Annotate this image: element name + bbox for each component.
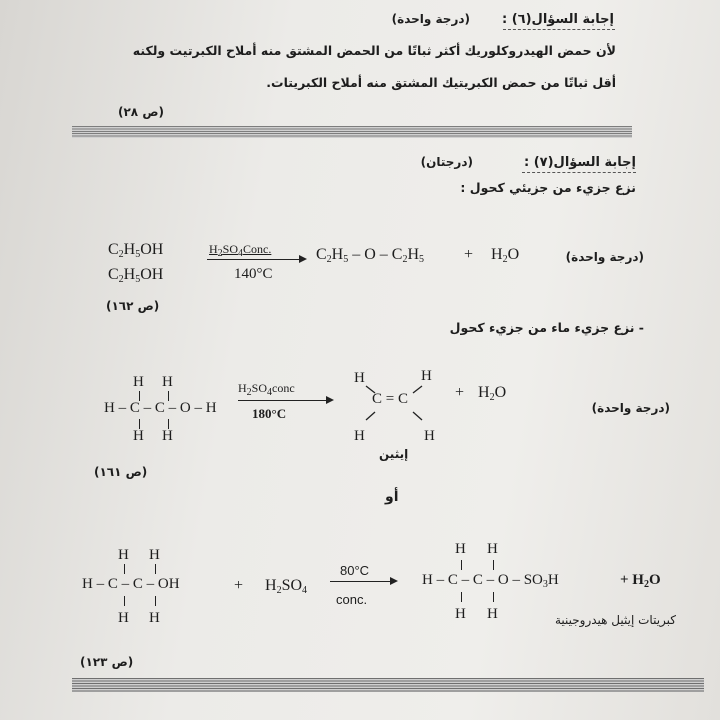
q7-part2-title: - نزع جزيء ماء من جزيء كحول (449, 320, 644, 335)
bond-vertical (461, 560, 462, 570)
q6-answer-line-2: أقل ثباتًا من حمض الكبريتيك المشتق منه أملاح الكبريتات. (266, 75, 616, 90)
reaction3-cond: conc. (336, 592, 368, 607)
bond-vertical (155, 596, 156, 606)
q6-grade: (درجة واحدة) (391, 12, 470, 26)
q7-header-underline (522, 172, 636, 173)
bond-line (413, 412, 422, 420)
atom-h-top-1: H (133, 374, 144, 390)
reaction1-condition: 140°C (234, 266, 273, 282)
r3-atom-h-bottom-1: H (118, 610, 129, 626)
q6-header: إجابة السؤال(٦) : (501, 12, 614, 27)
q6-page-ref: (ص ٢٨) (118, 105, 164, 119)
reaction2-plus: + (455, 384, 465, 401)
product-label: كبريتات إيثيل هيدروجينية (554, 613, 676, 627)
bond-vertical (461, 592, 462, 602)
or-label: أو (385, 489, 399, 505)
reaction1-product-diethyl-ether: $C_2H_5$ – O – $C_2H_5$ (316, 246, 425, 265)
r3-atom-h-bottom-2: H (149, 610, 160, 626)
bond-vertical (493, 592, 494, 602)
reactant-ethanol-1: $C_2H_5OH$ (108, 241, 164, 260)
ethene-h-bottom-left: H (354, 428, 365, 444)
ethene-bonds (355, 380, 435, 440)
q6-answer-line-1: لأن حمض الهيدروكلوريك أكثر ثباتًا من الحمض المشتق منه أملاح الكبرتيت ولكنه (132, 43, 616, 58)
q7-grade: (درجتان) (420, 155, 473, 169)
ethene-label: إيثين (379, 447, 409, 461)
reaction1-reagent: $H_2SO_4Conc$. (209, 242, 272, 259)
reaction2-water: $H_2O$ (478, 384, 507, 403)
q7-part2-grade: (درجة واحدة) (591, 401, 670, 415)
bond-line (366, 412, 375, 420)
bond-line (413, 386, 422, 393)
bond-vertical (124, 596, 125, 606)
r3-product-chain: H – C – C – O – $SO_3H$ (422, 572, 559, 590)
q6-header-underline (503, 29, 615, 30)
r3p-atom-h-top-2: H (487, 541, 498, 557)
q7-part3-page-ref: (ص ١٢٣) (80, 655, 134, 669)
q7-part1-grade: (درجة واحدة) (565, 250, 644, 264)
q7-part1-page-ref: (ص ١٦٢) (106, 299, 160, 313)
bond-vertical (124, 564, 125, 574)
ethene-double-bond: C = C (372, 391, 408, 407)
section-divider-2 (72, 678, 704, 692)
reaction3-arrow (330, 581, 396, 582)
q7-header: إجابة السؤال(٧) : (523, 155, 636, 170)
atom-h-bottom-2: H (162, 428, 173, 444)
section-divider-1 (72, 126, 632, 138)
atom-h-bottom-1: H (133, 428, 144, 444)
reactant-ethanol-2: $C_2H_5OH$ (108, 266, 164, 285)
q7-part1-title: نزع جزيء من جزيئي كحول : (460, 180, 636, 195)
reaction3-water: + $H_2O$ (620, 572, 661, 590)
reaction1-arrow (207, 259, 305, 260)
r3-atom-h-top-2: H (149, 547, 160, 563)
ethene-h-top-left: H (354, 370, 365, 386)
r3-ethanol-chain: H – C – C – OH (82, 576, 180, 592)
reaction2-arrow (238, 400, 332, 401)
ethene-h-bottom-right: H (424, 428, 435, 444)
atom-h-top-2: H (162, 374, 173, 390)
reaction2-condition: 180°C (252, 406, 287, 421)
reaction2-reagent: $H_2SO_4conc$ (238, 381, 295, 398)
bond-vertical (155, 564, 156, 574)
ethene-h-top-right: H (421, 368, 432, 384)
ethanol-main-chain: H – C – C – O – H (104, 400, 217, 416)
q7-part2-page-ref: (ص ١٦١) (94, 465, 148, 479)
r3p-atom-h-bottom-1: H (455, 606, 466, 622)
r3p-atom-h-bottom-2: H (487, 606, 498, 622)
r3-atom-h-top-1: H (118, 547, 129, 563)
bond-vertical (493, 560, 494, 570)
reaction1-plus: + (464, 246, 474, 263)
reaction3-sulfuric-acid: $H_2SO_4$ (265, 577, 308, 596)
r3p-atom-h-top-1: H (455, 541, 466, 557)
reaction3-plus: + (234, 577, 244, 594)
reaction1-water: $H_2O$ (491, 246, 520, 265)
reaction3-temp: 80°C (340, 563, 370, 578)
